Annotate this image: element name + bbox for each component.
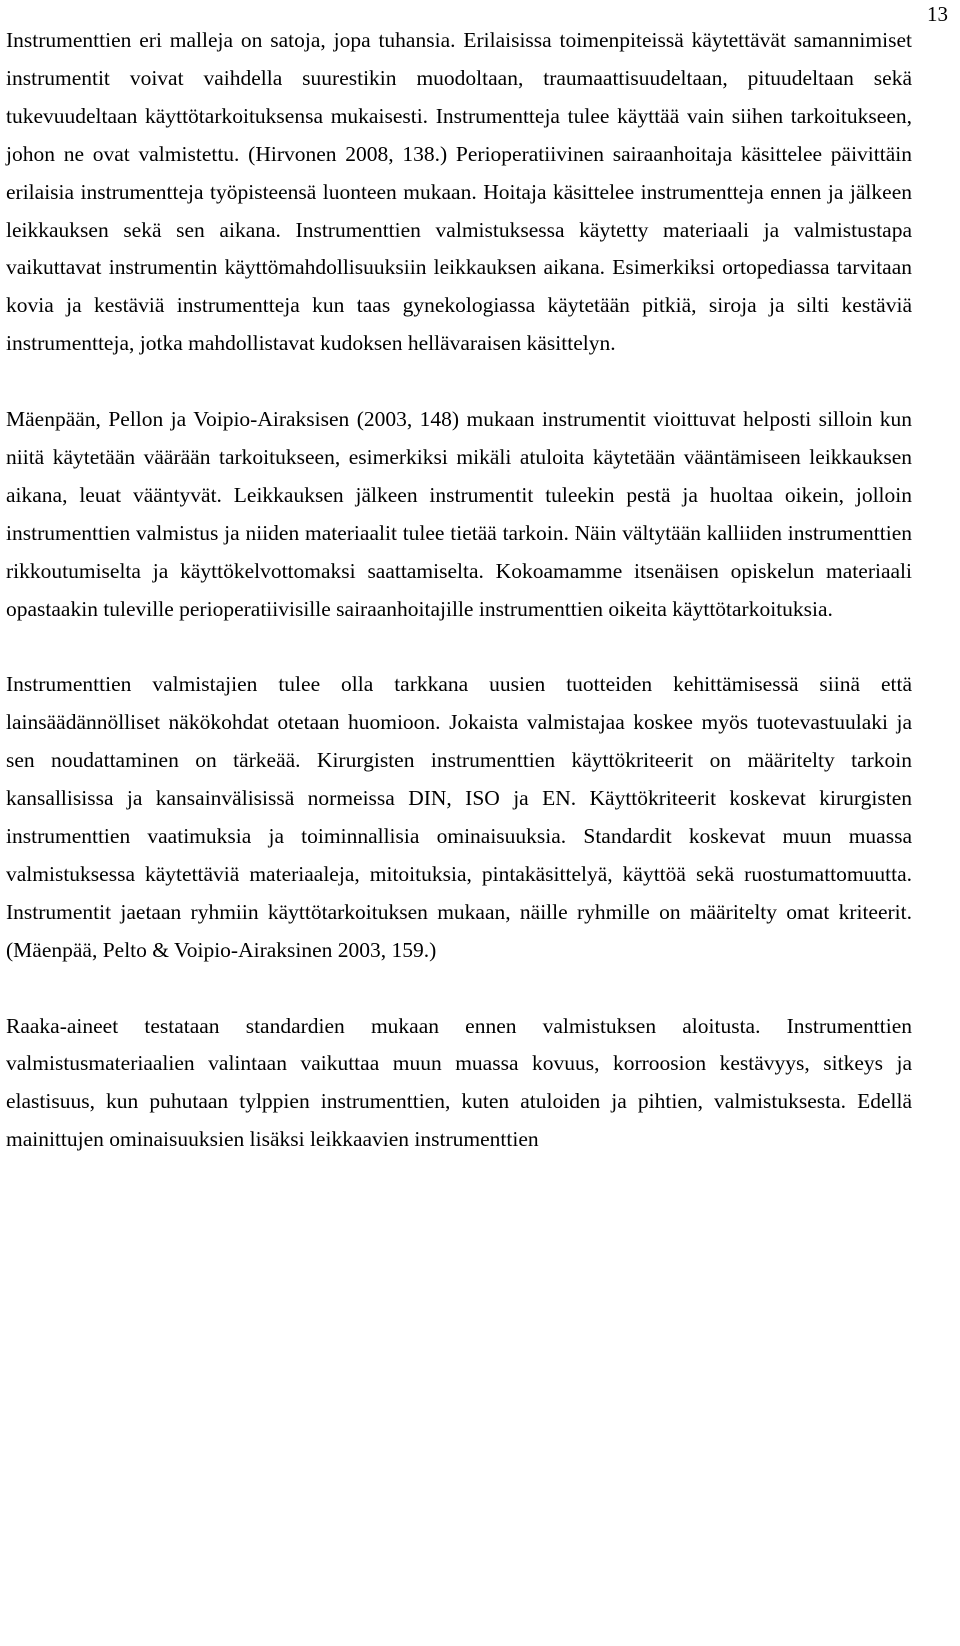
document-body <box>6 22 912 1159</box>
paragraph-manufacturer-standards: Instrumenttien valmistajien tulee olla tarkkana uusien tuotteiden kehittämisessä siinä että lainsäädännölliset näkökohdat otetaan huomioon. Jokaista valmistajaa koskee myös tuotevastuulaki ja sen noudattaminen on tärkeää. Kirurgisten instrumenttien käyttökriteerit on määritelty tarkoin kansallisissa ja kansainvälisissä normeissa DIN, ISO ja EN. Käyttökriteerit koskevat kirurgisten instrumenttien vaatimuksia ja toiminnallisia ominaisuuksia. Standardit koskevat muun muassa valmistuksessa käytettäviä materiaaleja, mitoituksia, pintakäsittelyä, käyttöä sekä ruostumattomuutta. Instrumentit jaetaan ryhmiin käyttötarkoituksen mukaan, näille ryhmille on määritelty omat kriteerit. (Mäenpää, Pelto & Voipio-Airaksinen 2003, 159.) <box>6 672 912 962</box>
page-number: 13 <box>927 2 948 26</box>
paragraph-instrument-damage: Mäenpään, Pellon ja Voipio-Airaksisen (2003, 148) mukaan instrumentit vioittuvat helposti silloin kun niitä käytetään väärään tarkoitukseen, esimerkiksi mikäli atuloita käytetään vääntämiseen leikkauksen aikana, leuat vääntyvät. Leikkauksen jälkeen instrumentit tuleekin pestä ja huoltaa oikein, jolloin instrumenttien valmistus ja niiden materiaalit tulee tietää tarkoin. Näin vältytään kalliiden instrumenttien rikkoutumiselta ja käyttökelvottomaksi saattamiselta. Kokoamamme itsenäisen opiskelun materiaali opastaakin tuleville perioperatiivisille sairaanhoitajille instrumenttien oikeita käyttötarkoituksia. <box>6 407 912 621</box>
paragraph-instrument-models: Instrumenttien eri malleja on satoja, jopa tuhansia. Erilaisissa toimenpiteissä käytettävät samannimiset instrumentit voivat vaihdella suurestikin muodoltaan, traumaattisuudeltaan, pituudeltaan sekä tukevuudeltaan käyttötarkoituksensa mukaisesti. Instrumentteja tulee käyttää vain siihen tarkoitukseen, johon ne ovat valmistettu. (Hirvonen 2008, 138.) Perioperatiivinen sairaanhoitaja käsittelee päivittäin erilaisia instrumentteja työpisteensä luonteen mukaan. Hoitaja käsittelee instrumentteja ennen ja jälkeen leikkauksen sekä sen aikana. Instrumenttien valmistuksessa käytetty materiaali ja valmistustapa vaikuttavat instrumentin käyttömahdollisuuksiin leikkauksen aikana. Esimerkiksi ortopediassa tarvitaan kovia ja kestäviä instrumentteja kun taas gynekologiassa käytetään pitkiä, siroja ja silti kestäviä instrumentteja, jotka mahdollistavat kudoksen hellävaraisen käsittelyn. <box>6 28 912 356</box>
paragraph-raw-materials: Raaka-aineet testataan standardien mukaan ennen valmistuksen aloitusta. Instrumenttien valmistusmateriaalien valintaan vaikuttaa muun muassa kovuus, korroosion kestävyys, sitkeys ja elastisuus, kun puhutaan tylppien instrumenttien, kuten atuloiden ja pihtien, valmistuksesta. Edellä mainittujen ominaisuuksien lisäksi leikkaavien instrumenttien <box>6 1013 912 1152</box>
